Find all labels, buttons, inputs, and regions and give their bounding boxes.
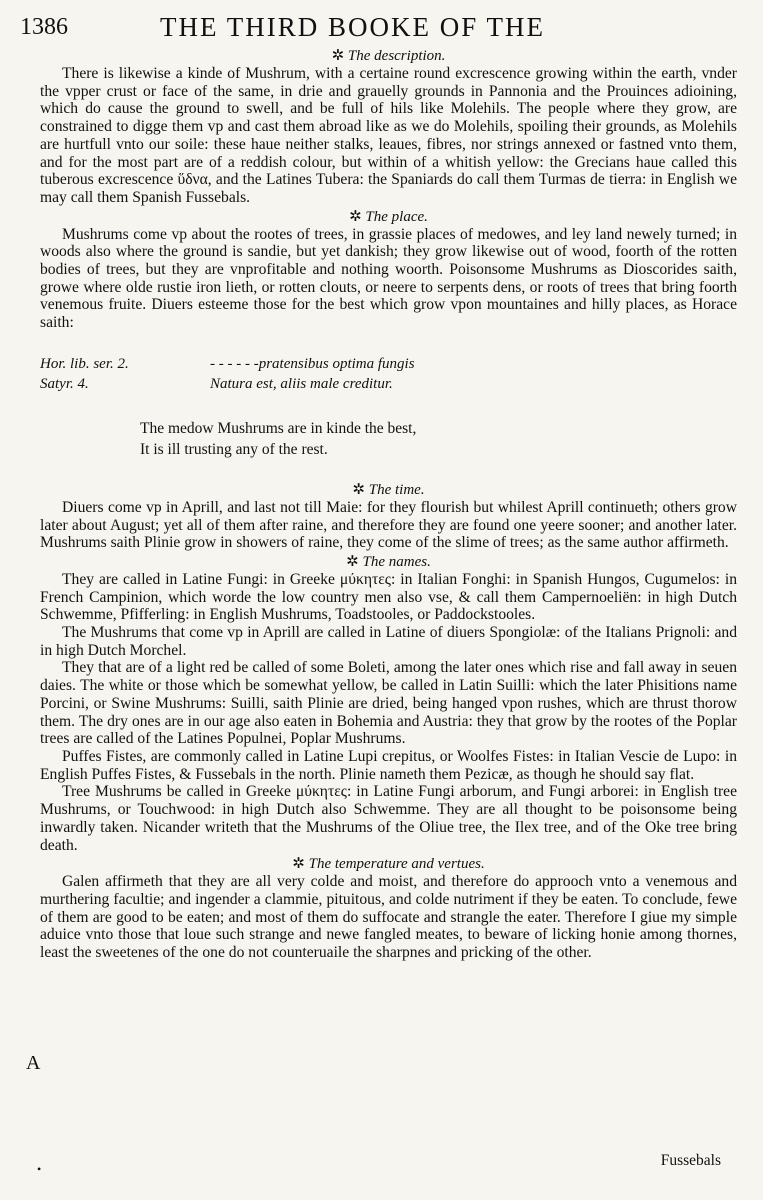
text-body bbox=[40, 46, 737, 962]
catchword: Fussebals bbox=[660, 1152, 721, 1169]
paragraph-names-5: Tree Mushrums be called in Greeke μύκητες: in Latine Fungi arborum, and Fungi arborei: in English tree Mushrums, or Touchwood: in high Dutch also Schwemme. They are all thought to be poisonsome being inwardly taken. Nicander writeth that the Mushrums of the Oliue tree, the Ilex tree, and of the Oke tree bring death. bbox=[40, 783, 737, 854]
paragraph-description: There is likewise a kinde of Mushrum, with a certaine round excrescence growing within the earth, vnder the vpper crust or face of the same, in drie and grauelly grounds in Pannonia and the Prouinces adioining, which do cause the ground to swell, and be full of hils like Molehils. The people where they grow, are constrained to digge them vp and cast them abroad like as we do Molehils, spoiling their grounds, as Molehils are hurtfull vnto our soile: these haue neither stalks, leaues, fibres, nor strings annexed or fastned vnto them, and for the most part are of a reddish colour, but within of a whitish yellow: the Grecians haue called this tuberous excrescence ὕδνα, and the Latines Tubera: the Spaniards do call them Turmas de tierra: in English we may call them Spanish Fussebals. bbox=[40, 65, 737, 206]
section-heading-names: ✲ The names. bbox=[346, 553, 431, 570]
paragraph-names-2: The Mushrums that come vp in Aprill are called in Latine of diuers Spongiolæ: of the Italians Prignoli: and in high Dutch Morchel. bbox=[40, 624, 737, 659]
section-heading-time: ✲ The time. bbox=[352, 481, 425, 498]
paragraph-names-4: Puffes Fistes, are commonly called in Latine Lupi crepitus, or Woolfes Fistes: in Italian Vescie de Lupo: in English Puffes Fistes, & Fussebals in the north. Plinie nameth them Pezicæ, as though he should say flat. bbox=[40, 747, 737, 783]
margin-letter-marker: A bbox=[26, 1052, 41, 1074]
section-heading-description: ✲ The description. bbox=[331, 48, 446, 64]
paragraph-place: Mushrums come vp about the rootes of trees, in grassie places of medowes, and ley land newely turned; in woods also where the ground is sandie, but yet dankish; they grow likewise out of wood, foorth of the rotten bodies of trees, but they are vnprofitable and nothing woorth. Poisonsome Mushrums as Dioscorides saith, growe where olde rustie iron lieth, or rotten clouts, or neere to serpents dens, or roots of trees that bring foorth venemous fruite. Diuers esteeme those for the best which grow vpon mountaines and hilly places, as Horace saith: bbox=[40, 225, 737, 332]
running-header bbox=[0, 12, 763, 46]
stray-mark: • bbox=[37, 1162, 42, 1176]
star-ornament-icon: ✲ bbox=[352, 481, 365, 498]
quotation-block bbox=[40, 354, 737, 392]
paragraph-temperature: Galen affirmeth that they are all very colde and moist, and therefore do approoch vnto a venemous and murthering facultie; and ingender a clammie, pituitous, and colde nutriment if they be eaten. To conclude, fewe of them are good to be eaten; and most of them do suffocate and strangle the eater. Therefore I giue my simple aduice vnto those that loue such strange and newe fangled meates, to beware of licking honie among thornes, least the sweetenes of the one do not counteruaile the sharpnes and pricking of the other. bbox=[40, 873, 737, 962]
verse-translation: The medow Mushrums are in kinde the best, It is ill trusting any of the rest. bbox=[140, 419, 417, 458]
star-ornament-icon: ✲ bbox=[349, 208, 362, 225]
star-ornament-icon: ✲ bbox=[346, 553, 359, 570]
paragraph-time: Diuers come vp in Aprill, and last not till Maie: for they flourish but whilest Aprill continueth; others grow later about August; yet all of them after raine, and therefore they are found one yeere sooner; and another later. Mushrums saith Plinie grow in showers of raine, they come of the slime of trees; as the same author affirmeth. bbox=[40, 498, 737, 552]
page-number: 1386 bbox=[20, 14, 68, 40]
paragraph-names-1: They are called in Latine Fungi: in Greeke μύκητες: in Italian Fonghi: in Spanish Hungos, Cugumelos: in French Campinion, which worde the low country men also vse, & call them Campernoeliën: in high Dutch Schwemme, Pfifferling: in English Mushrums, Toadstooles, or Paddockstooles. bbox=[40, 570, 737, 624]
section-heading-temperature: ✲ The temperature and vertues. bbox=[292, 856, 485, 873]
margin-reference: Hor. lib. ser. 2. Satyr. 4. bbox=[40, 355, 129, 392]
latin-quotation: - - - - - -pratensibus optima fungis Natura est, aliis male creditur. bbox=[210, 355, 415, 392]
star-ornament-icon: ✲ bbox=[292, 856, 305, 873]
running-title: THE THIRD BOOKE OF THE bbox=[160, 12, 545, 42]
paragraph-names-3: They that are of a light red be called of some Boleti, among the later ones which rise and fall away in seuen daies. The white or those which be somewhat yellow, be called in Latin Suilli: which the later Phisitions name Porcini, or Swine Mushrums: Suilli, saith Plinie are dried, being hanged vpon rushes, which are thrust thorow them. The dry ones are in our age also eaten in Bohemia and Austria: they that grow by the rootes of the Poplar trees are called of the Latines Populnei, Poplar Mushrums. bbox=[40, 659, 737, 748]
section-heading-place: ✲ The place. bbox=[349, 208, 428, 225]
star-ornament-icon: ✲ bbox=[331, 48, 345, 64]
